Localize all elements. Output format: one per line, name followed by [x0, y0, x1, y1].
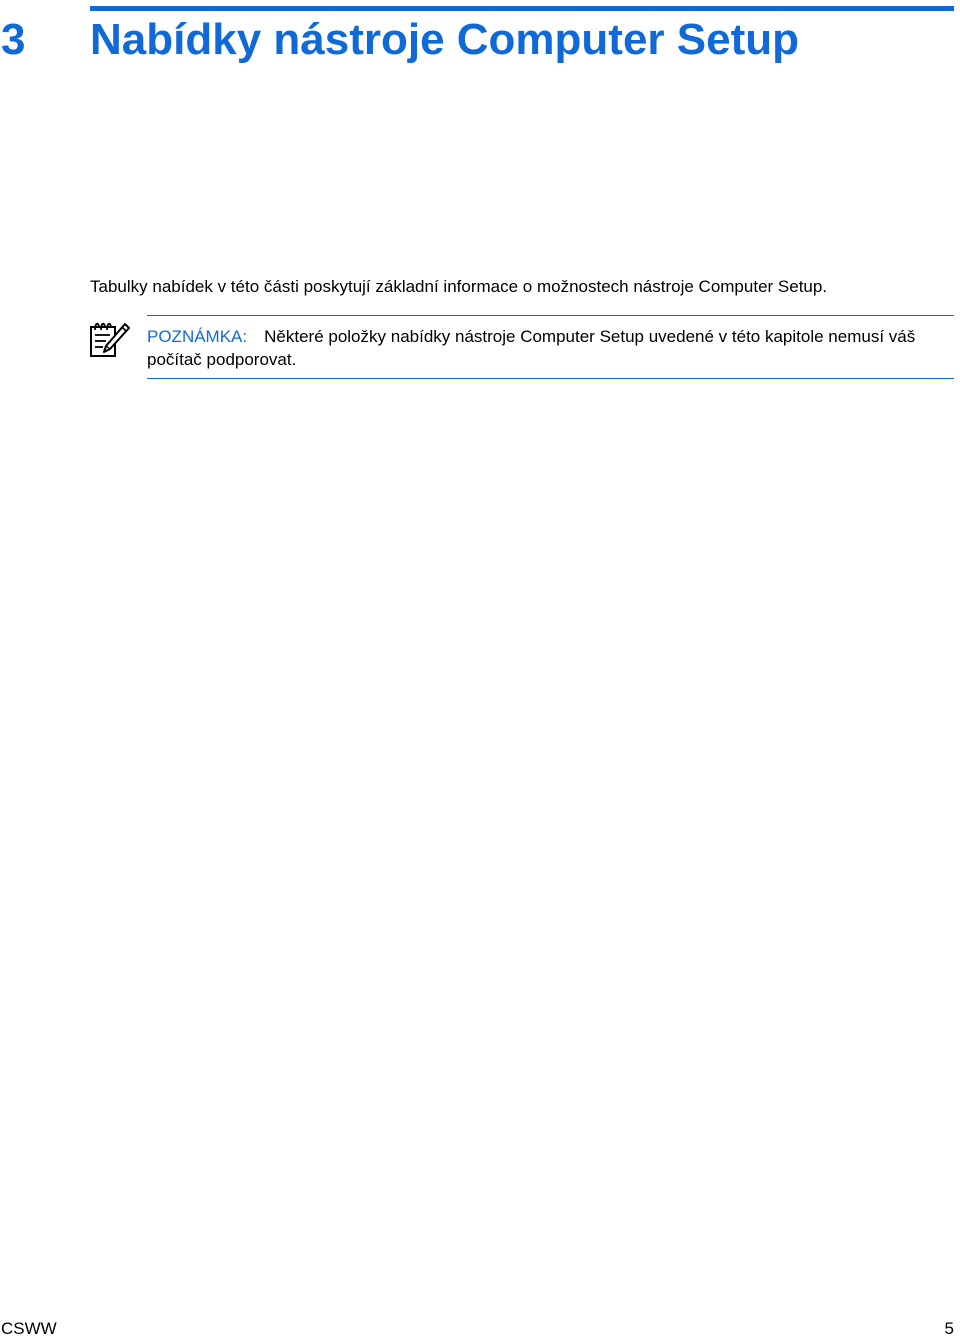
note-label: POZNÁMKA: — [147, 327, 248, 346]
footer-manual-code: CSWW — [1, 1319, 57, 1338]
footer-page-number: 5 — [944, 1319, 954, 1338]
note-bottom-rule — [147, 378, 954, 379]
chapter-top-rule — [90, 6, 954, 11]
note-body — [147, 325, 947, 371]
note-top-rule — [147, 315, 954, 316]
chapter-title: Nabídky nástroje Computer Setup — [90, 15, 800, 64]
note-pencil-icon — [88, 319, 130, 361]
intro-paragraph: Tabulky nabídek v této části poskytují základní informace o možnostech nástroje Computer Setup. — [90, 277, 828, 296]
note-text: Některé položky nabídky nástroje Computer Setup uvedené v této kapitole nemusí váš počítač podporovat. — [147, 327, 916, 369]
chapter-number: 3 — [1, 15, 26, 64]
